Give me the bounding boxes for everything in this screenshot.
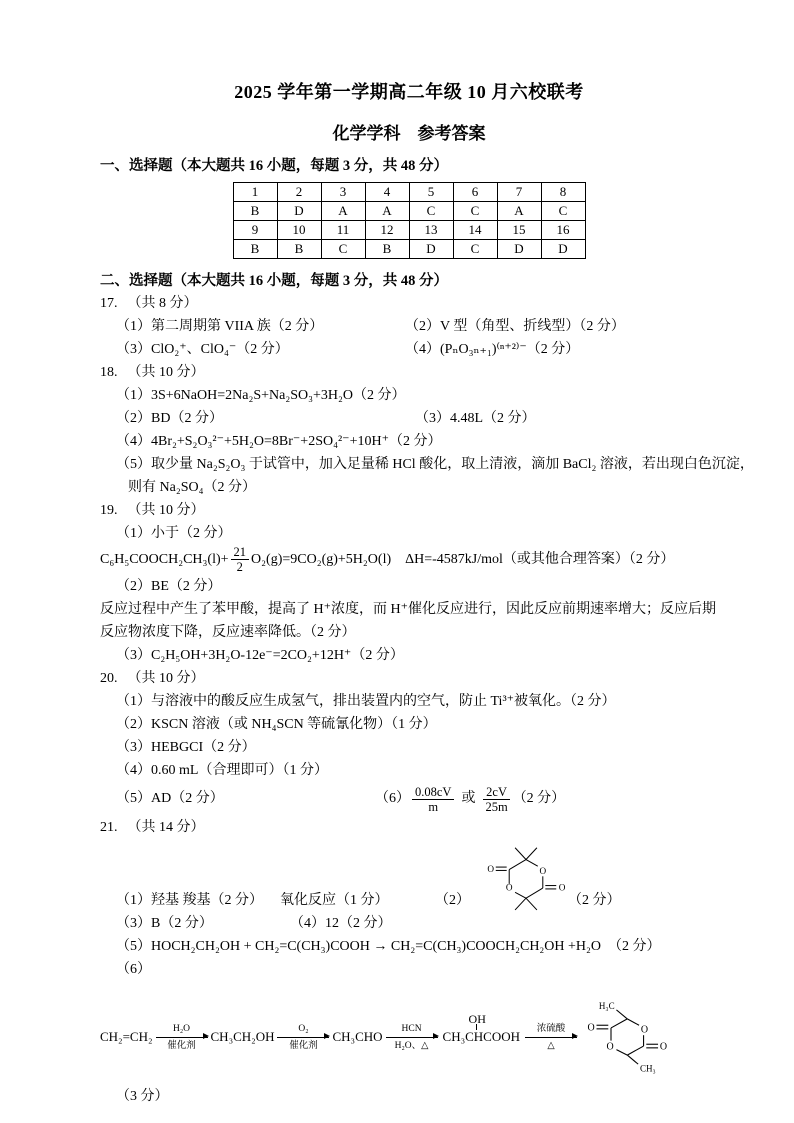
question-number-cell: 13 xyxy=(409,221,453,240)
reaction-arrow xyxy=(277,1023,329,1052)
question-total-score: （共 10 分） xyxy=(127,365,205,380)
q18-row-1 xyxy=(100,384,718,407)
section-1-heading: 一、选择题（本大题共 16 小题，每题 3 分，共 48 分） xyxy=(100,158,448,174)
fraction-numerator: 2cV xyxy=(483,785,510,800)
answer-cell: C xyxy=(541,202,585,221)
q17-answer-3: （3）ClO₂⁺、ClO₄⁻（2 分） xyxy=(116,342,289,357)
answer-cell: A xyxy=(497,202,541,221)
q21-answer-1: （1）羟基 羧基（2 分） xyxy=(116,893,263,908)
question-number: 21. xyxy=(100,820,118,835)
answer-cell: B xyxy=(277,240,321,259)
question-total-score: （共 10 分） xyxy=(127,503,205,518)
q21-header xyxy=(100,816,718,839)
q21-reaction-scheme xyxy=(100,999,718,1075)
methyl-bond xyxy=(526,848,537,860)
fraction-denominator: 25m xyxy=(485,799,508,814)
fraction-21-2 xyxy=(231,545,250,574)
q21-answer-6-label: （6） xyxy=(116,962,151,977)
ring-oxygen-label: O xyxy=(640,1024,649,1036)
carbonyl-oxygen-label: O xyxy=(487,864,495,875)
question-total-score: （共 8 分） xyxy=(127,296,198,311)
arrow-condition-above: 浓硫酸 xyxy=(536,1023,566,1034)
methyl-label: H₃C xyxy=(598,1000,615,1011)
q21-row-4 xyxy=(100,958,718,981)
q19-explanation-line-1 xyxy=(100,598,718,621)
table-row xyxy=(233,221,585,240)
question-number-cell: 5 xyxy=(409,183,453,202)
question-number-cell: 9 xyxy=(233,221,277,240)
methyl-label: CH₃ xyxy=(639,1063,656,1074)
ring-bond xyxy=(526,860,538,867)
q18-row-3 xyxy=(100,430,718,453)
ring-oxygen-label: O xyxy=(606,1041,614,1053)
reaction-arrow xyxy=(156,1023,208,1052)
methyl-bond xyxy=(515,848,526,860)
q21-answer-1b: 氧化反应（1 分） xyxy=(280,893,389,908)
q20-row-3 xyxy=(100,736,718,759)
q20-answer-6-score: （2 分） xyxy=(512,791,566,806)
arrow-condition-below: △ xyxy=(547,1040,555,1051)
arrow-shaft-icon xyxy=(277,1037,329,1038)
q17-answer-4: （4）(PₙO₃ₙ₊₁)⁽ⁿ⁺²⁾⁻（2 分） xyxy=(405,342,580,357)
q20-row-5 xyxy=(100,782,718,816)
q17-row-2 xyxy=(100,338,718,361)
q18-answer-1: （1）3S+6NaOH=2Na₂S+Na₂SO₃+3H₂O（2 分） xyxy=(116,388,406,403)
question-number-cell: 16 xyxy=(541,221,585,240)
question-number-cell: 8 xyxy=(541,183,585,202)
equation-left: C₆H₅COOCH₂CH₃(l)+ xyxy=(100,552,229,567)
table-row xyxy=(233,183,585,202)
q21-row-2 xyxy=(100,912,718,935)
bond-tick-icon xyxy=(476,1024,477,1030)
q21-answer-4: （4）12（2 分） xyxy=(290,916,392,931)
q21-row-3 xyxy=(100,935,718,958)
q17-header xyxy=(100,292,718,315)
hydroxyl-label: OH xyxy=(468,1012,486,1026)
q19-row-2 xyxy=(100,575,718,598)
question-20 xyxy=(100,667,718,816)
q18-answer-3: （3）4.48L（2 分） xyxy=(415,411,536,426)
answer-cell: C xyxy=(409,202,453,221)
fraction-008cv-m xyxy=(412,785,454,814)
q19-explanation-text-1: 反应过程中产生了苯甲酸，提高了 H⁺浓度，而 H⁺催化反应进行，因此反应前期速率增大；反应后期 xyxy=(100,602,716,617)
answer-cell: B xyxy=(233,240,277,259)
equation-right: O₂(g)=9CO₂(g)+5H₂O(l) ΔH=-4587kJ/mol（或其他合理答案）（2 分） xyxy=(251,552,675,567)
exam-title: 2025 学年第一学期高二年级 10 月六校联考 xyxy=(234,82,584,102)
ring-oxygen-label: O xyxy=(505,882,513,893)
carbonyl-oxygen-label: O xyxy=(659,1041,668,1053)
q18-answer-2: （2）BD（2 分） xyxy=(116,411,223,426)
ring-bond xyxy=(509,860,526,870)
q18-answer-5-line-2: 则有 Na₂SO₄（2 分） xyxy=(128,480,256,495)
question-number-cell: 6 xyxy=(453,183,497,202)
question-21 xyxy=(100,816,718,1108)
table-row xyxy=(233,202,585,221)
arrow-shaft-icon xyxy=(386,1037,438,1038)
q19-thermochemical-equation xyxy=(100,545,718,575)
fraction-numerator: 21 xyxy=(231,545,250,560)
answer-cell: B xyxy=(233,202,277,221)
section-2-heading: 二、选择题（本大题共 16 小题，每题 3 分，共 48 分） xyxy=(100,273,448,289)
question-number-cell: 10 xyxy=(277,221,321,240)
fraction-denominator: m xyxy=(428,799,439,814)
carbonyl-oxygen-label: O xyxy=(558,882,566,893)
q21-answer-2-score: （2 分） xyxy=(568,893,621,908)
q19-row-1 xyxy=(100,522,718,545)
q20-answer-1: （1）与溶液中的酸反应生成氢气，排出装置内的空气，防止 Ti³⁺被氧化。（2 分） xyxy=(116,694,616,709)
reaction-arrow xyxy=(386,1023,438,1052)
ring-bond xyxy=(627,1046,643,1055)
q20-row-1 xyxy=(100,690,718,713)
answer-cell: B xyxy=(365,240,409,259)
q20-answer-3: （3）HEBGCI（2 分） xyxy=(116,740,256,755)
page-content xyxy=(100,78,754,1108)
question-number-cell: 11 xyxy=(321,221,365,240)
intermediate-acetaldehyde: CH₃CHO xyxy=(332,1029,383,1044)
q20-header xyxy=(100,667,718,690)
ring-bond xyxy=(611,1019,627,1028)
question-number: 20. xyxy=(100,671,118,686)
q18-answer-5-line-1: （5）取少量 Na₂S₂O₃ 于试管中，加入足量稀 HCl 酸化，取上清液，滴加 BaCl₂ 溶液，若出现白色沉淀， xyxy=(116,457,754,472)
q20-row-2 xyxy=(100,713,718,736)
question-number-cell: 2 xyxy=(277,183,321,202)
methyl-bond xyxy=(616,1010,627,1019)
intermediate-lactic-acid xyxy=(442,1012,521,1045)
question-number-cell: 1 xyxy=(233,183,277,202)
arrow-shaft-icon xyxy=(525,1037,577,1038)
answer-cell: C xyxy=(453,240,497,259)
methyl-bond xyxy=(627,1055,638,1064)
q20-answer-4: （4）0.60 mL（合理即可）（1 分） xyxy=(116,763,328,778)
q19-header xyxy=(100,499,718,522)
q19-explanation-line-2 xyxy=(100,621,718,644)
answer-cell: D xyxy=(497,240,541,259)
answer-cell: A xyxy=(365,202,409,221)
arrow-shaft-icon xyxy=(156,1037,208,1038)
question-17 xyxy=(100,292,718,361)
question-19 xyxy=(100,499,718,667)
q19-answer-1: （1）小于（2 分） xyxy=(116,526,232,541)
arrow-condition-below: 催化剂 xyxy=(289,1040,318,1051)
reaction-arrow xyxy=(525,1023,577,1052)
q21-answer-5: （5）HOCH₂CH₂OH + CH₂=C(CH₃)COOH → CH₂=C(CH₃)COOCH₂CH₂OH +H₂O （2 分） xyxy=(116,939,661,954)
q18-row-4 xyxy=(100,453,754,476)
lactic-acid-formula: CH₃CHCOOH xyxy=(442,1029,521,1044)
q19-row-3 xyxy=(100,644,718,667)
question-number-cell: 4 xyxy=(365,183,409,202)
q18-answer-4: （4）4Br₂+S₂O₃²⁻+5H₂O=8Br⁻+2SO₄²⁻+10H⁺（2 分） xyxy=(116,434,442,449)
question-number-cell: 15 xyxy=(497,221,541,240)
q21-answer-3: （3）B（2 分） xyxy=(116,916,213,931)
reactant-ethylene: CH₂=CH₂ xyxy=(100,1029,153,1044)
question-18 xyxy=(100,361,754,499)
answer-cell: C xyxy=(321,240,365,259)
fraction-denominator: 2 xyxy=(236,560,243,575)
fraction-2cv-25m xyxy=(482,785,510,814)
table-row xyxy=(233,240,585,259)
question-number: 17. xyxy=(100,296,118,311)
q19-answer-3: （3）C₂H₅OH+3H₂O-12e⁻=2CO₂+12H⁺（2 分） xyxy=(116,648,404,663)
or-text: 或 xyxy=(461,791,476,806)
q17-row-1 xyxy=(100,315,718,338)
answer-cell: C xyxy=(453,202,497,221)
q19-explanation-text-2: 反应物浓度下降，反应速率降低。（2 分） xyxy=(100,625,356,640)
question-number-cell: 14 xyxy=(453,221,497,240)
q20-answer-6 xyxy=(375,782,565,816)
question-total-score: （共 14 分） xyxy=(127,820,205,835)
question-total-score: （共 10 分） xyxy=(127,671,205,686)
q21-answer-6-score: （3 分） xyxy=(116,1089,169,1104)
question-number-cell: 7 xyxy=(497,183,541,202)
q18-row-5 xyxy=(100,476,718,499)
q20-answer-6-label: （6） xyxy=(375,791,410,806)
question-number: 18. xyxy=(100,365,118,380)
structure-dimethyl-dioxanedione xyxy=(580,999,680,1075)
arrow-condition-below: H₂O、△ xyxy=(394,1040,429,1051)
q17-answer-2: （2）V 型（角型、折线型）（2 分） xyxy=(405,319,625,334)
answer-cell: A xyxy=(321,202,365,221)
answer-table xyxy=(233,182,586,259)
q20-answer-2: （2）KSCN 溶液（或 NH₄SCN 等硫氰化物）（1 分） xyxy=(116,717,437,732)
ring-bond xyxy=(627,1019,639,1025)
fraction-numerator: 0.08cV xyxy=(412,785,454,800)
question-number-cell: 3 xyxy=(321,183,365,202)
q17-answer-1: （1）第二周期第 VIIA 族（2 分） xyxy=(116,319,324,334)
answer-cell: D xyxy=(541,240,585,259)
q21-row-1 xyxy=(100,889,718,912)
arrow-condition-above: HCN xyxy=(401,1023,422,1034)
arrow-condition-below: 催化剂 xyxy=(167,1040,196,1051)
carbonyl-oxygen-label: O xyxy=(587,1022,595,1034)
arrow-condition-above: H₂O xyxy=(172,1023,191,1034)
question-number-cell: 12 xyxy=(365,221,409,240)
q19-answer-2: （2）BE（2 分） xyxy=(116,579,222,594)
q20-row-4 xyxy=(100,759,718,782)
q18-row-2 xyxy=(100,407,718,430)
answer-cell: D xyxy=(409,240,453,259)
q18-header xyxy=(100,361,718,384)
q20-answer-5: （5）AD（2 分） xyxy=(116,791,224,806)
q21-row-5 xyxy=(100,1085,718,1108)
ring-bond xyxy=(616,1050,627,1055)
answer-cell: D xyxy=(277,202,321,221)
q21-answer-2-label: （2） xyxy=(435,893,470,908)
question-number: 19. xyxy=(100,503,118,518)
ring-oxygen-label: O xyxy=(539,865,547,876)
exam-subtitle: 化学学科 参考答案 xyxy=(332,124,486,143)
arrow-condition-above: O₂ xyxy=(298,1023,309,1034)
intermediate-ethanol: CH₃CH₂OH xyxy=(210,1029,275,1044)
